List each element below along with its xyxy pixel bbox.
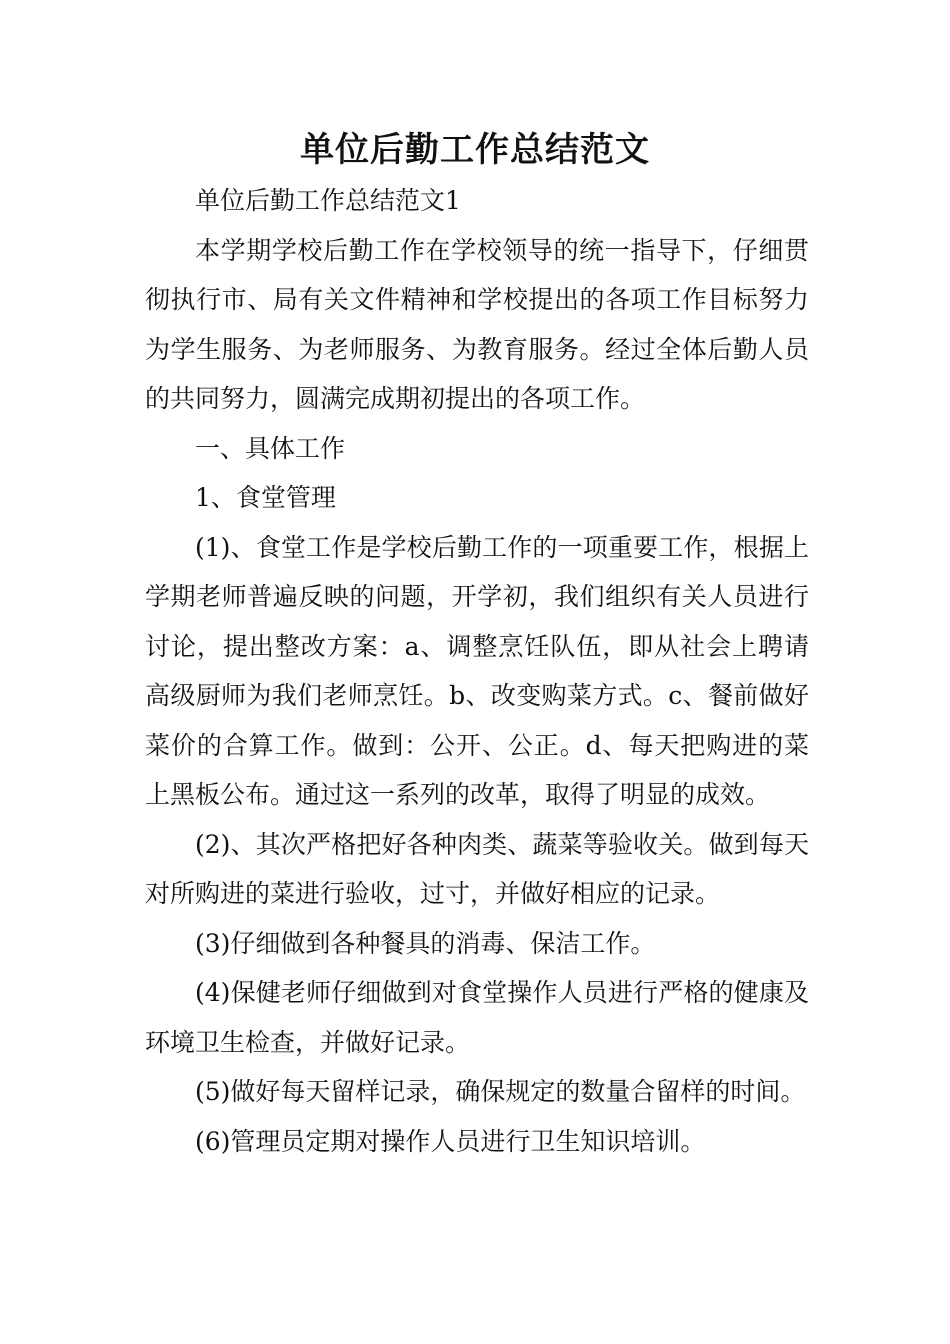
paragraph-item-1: (1)、食堂工作是学校后勤工作的一项重要工作，根据上学期老师普遍反映的问题，开学初，我们组织有关人员进行讨论，提出整改方案：a、调整烹饪队伍，即从社会上聘请高级厨师为我们老师烹饪。b、改变购菜方式。c、餐前做好菜价的合算工作。做到：公开、公正。d、每天把购进的菜上黑板公布。通过这一系列的改革，取得了明显的成效。 [145,532,809,809]
paragraph-item-6: (6)管理员定期对操作人员进行卫生知识培训。 [195,1126,706,1156]
paragraph-item-4: (4)保健老师仔细做到对食堂操作人员进行严格的健康及环境卫生检查，并做好记录。 [145,978,809,1057]
paragraph-item-3: (3)仔细做到各种餐具的消毒、保洁工作。 [195,928,656,958]
heading-specific-work: 一、具体工作 [195,433,346,463]
document-title: 单位后勤工作总结范文 [300,130,650,170]
paragraph-item-5: (5)做好每天留样记录，确保规定的数量合留样的时间。 [195,1077,806,1106]
paragraph-intro: 本学期学校后勤工作在学校领导的统一指导下，仔细贯彻执行市、局有关文件精神和学校提出的各项工作目标努力为学生服务、为老师服务、为教育服务。经过全体后勤人员的共同努力，圆满完成期初提出的各项工作。 [145,235,809,413]
heading-canteen-management: 1、食堂管理 [195,483,336,512]
document-body [145,176,809,1166]
section-heading: 单位后勤工作总结范文1 [195,186,461,215]
paragraph-item-2: (2)、其次严格把好各种肉类、蔬菜等验收关。做到每天对所购进的菜进行验收，过寸，并做好相应的记录。 [145,829,809,908]
